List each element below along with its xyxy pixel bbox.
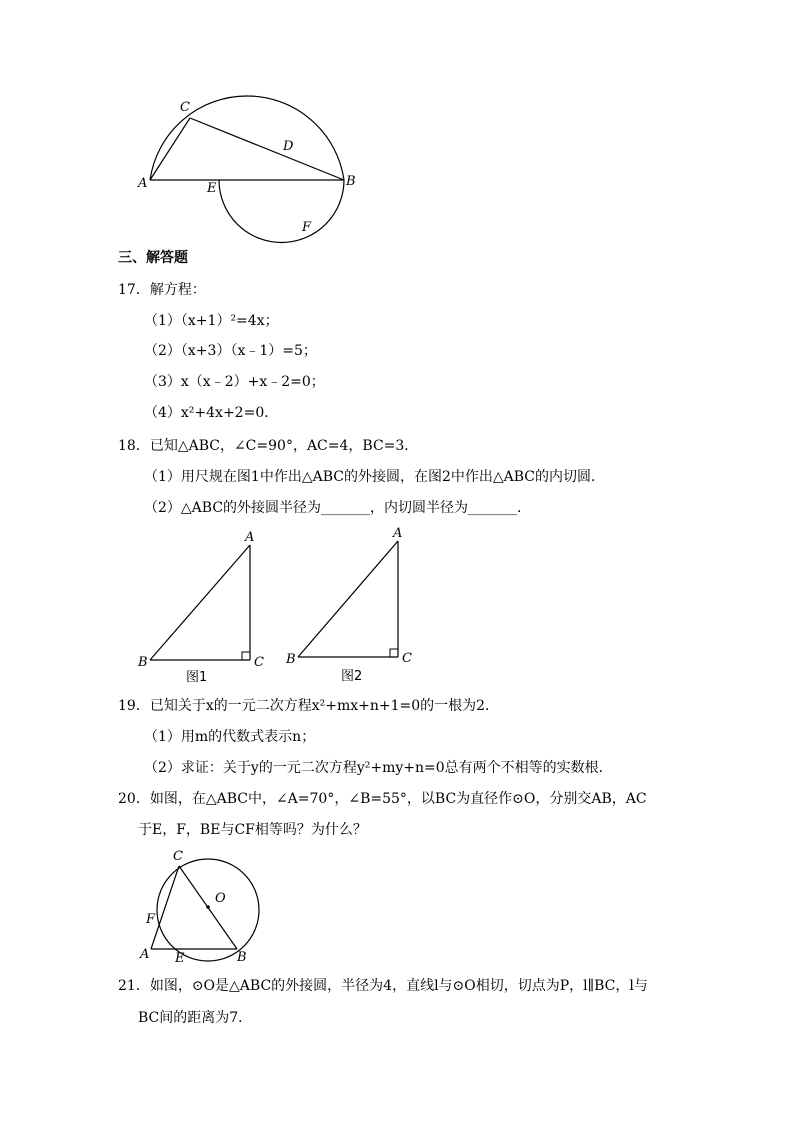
q19-item-1: （1）用m的代数式表示n； xyxy=(144,729,316,745)
q18-item-1: （1）用尺规在图1中作出△ABC的外接圆，在图2中作出△ABC的内切圆． xyxy=(144,469,605,485)
q17-item-4: （4）x²+4x+2=0． xyxy=(144,405,279,421)
fig1-label-C: C xyxy=(254,655,264,670)
label-D: D xyxy=(283,139,294,154)
fig2-caption: 图2 xyxy=(341,669,363,684)
q17-item-2: （2）（x+3）（x﹣1）=5； xyxy=(144,343,317,359)
label-B: B xyxy=(346,174,356,189)
q19-item-2: （2）求证：关于y的一元二次方程y²+my+n=0总有两个不相等的实数根． xyxy=(144,760,613,776)
q20-line-1: 20．如图，在△ABC中，∠A=70°，∠B=55°，以BC为直径作⊙O，分别交AB，AC xyxy=(118,791,647,807)
q19-stem: 19．已知关于x的一元二次方程x²+mx+n+1=0的一根为2． xyxy=(118,698,500,714)
q17-item-3: （3）x（x﹣2）+x﹣2=0； xyxy=(144,374,325,390)
q20-label-B: B xyxy=(237,950,247,965)
q20-label-F: F xyxy=(146,912,156,927)
fig2-label-A: A xyxy=(393,526,403,541)
q20-label-A: A xyxy=(140,947,150,962)
fig2-label-C: C xyxy=(402,651,412,666)
q18-stem: 18．已知△ABC，∠C=90°，AC=4，BC=3． xyxy=(118,438,419,454)
label-F: F xyxy=(302,220,312,235)
label-A: A xyxy=(138,176,148,191)
fig1-caption: 图1 xyxy=(186,670,208,685)
q20-line-2: 于E，F，BE与CF相等吗？为什么？ xyxy=(138,822,367,838)
q20-label-C: C xyxy=(173,849,183,864)
q20-label-O: O xyxy=(215,891,226,906)
q20-label-E: E xyxy=(175,951,185,966)
section-title: 三、解答题 xyxy=(118,250,188,266)
fig1-label-B: B xyxy=(138,655,148,670)
fig1-label-A: A xyxy=(245,530,255,545)
q17-item-1: （1）（x+1）²=4x； xyxy=(144,313,279,329)
label-E: E xyxy=(207,181,217,196)
fig2-label-B: B xyxy=(286,652,296,667)
q21-line-1: 21．如图，⊙O是△ABC的外接圆，半径为4，直线l与⊙O相切，切点为P，l∥BC，l与 xyxy=(118,978,648,994)
q21-line-2: BC间的距离为7． xyxy=(138,1010,253,1026)
q18-item-2: （2）△ABC的外接圆半径为_______，内切圆半径为_______． xyxy=(144,500,532,516)
q17-stem: 17．解方程： xyxy=(118,282,206,298)
label-C: C xyxy=(180,100,190,115)
